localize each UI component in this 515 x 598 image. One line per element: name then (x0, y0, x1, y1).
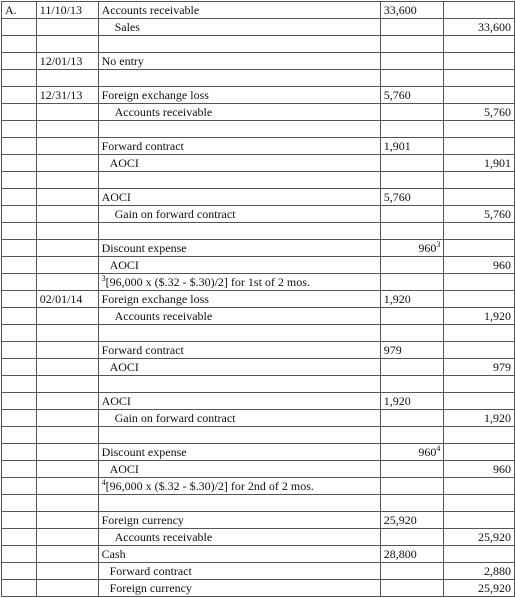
journal-row (2, 342, 515, 359)
account-description (98, 308, 380, 325)
credit-amount (444, 376, 515, 393)
footnote-marker: 4 (436, 444, 441, 453)
credit-amount (444, 427, 515, 444)
entry-date (36, 461, 98, 478)
account-description (98, 155, 380, 172)
debit-amount-text: 960 (418, 445, 437, 459)
entry-date (36, 2, 98, 19)
account-description (98, 529, 380, 546)
debit-amount (380, 444, 444, 461)
account-description-text: Accounts receivable (114, 530, 213, 544)
journal-row (2, 155, 515, 172)
footnote-marker: 4 (101, 478, 106, 487)
row-label (2, 53, 37, 70)
entry-date (36, 393, 98, 410)
account-description (98, 53, 380, 70)
credit-amount (444, 87, 515, 104)
credit-amount (444, 206, 515, 223)
account-description (98, 512, 380, 529)
entry-date (36, 104, 98, 121)
entry-date (36, 53, 98, 70)
account-description (98, 138, 380, 155)
row-label (2, 580, 37, 597)
debit-amount-text: 5,760 (383, 88, 411, 102)
credit-amount (444, 2, 515, 19)
account-description (98, 580, 380, 597)
journal-body (2, 2, 515, 597)
row-label (2, 410, 37, 427)
row-label-text: A. (5, 3, 17, 17)
credit-amount-text: 25,920 (478, 530, 511, 544)
account-description (98, 461, 380, 478)
credit-amount (444, 478, 515, 495)
entry-date (36, 376, 98, 393)
account-description (98, 291, 380, 308)
credit-amount (444, 495, 515, 512)
row-label (2, 376, 37, 393)
row-label (2, 223, 37, 240)
account-description-text: Foreign currency (109, 581, 192, 595)
debit-amount (380, 53, 444, 70)
entry-date-text: 11/10/13 (39, 3, 82, 17)
row-label (2, 461, 37, 478)
credit-amount-text: 5,760 (484, 105, 511, 119)
debit-amount (380, 461, 444, 478)
journal-row (2, 257, 515, 274)
journal-row (2, 495, 515, 512)
row-label (2, 393, 37, 410)
journal-row (2, 478, 515, 495)
account-description-text: Foreign exchange loss (101, 88, 209, 102)
debit-amount (380, 155, 444, 172)
debit-amount (380, 70, 444, 87)
journal-row (2, 121, 515, 138)
entry-date (36, 580, 98, 597)
account-description-text: Gain on forward contract (114, 411, 236, 425)
account-description (98, 546, 380, 563)
account-description (98, 19, 380, 36)
entry-date (36, 189, 98, 206)
journal-row (2, 461, 515, 478)
credit-amount (444, 512, 515, 529)
entry-date (36, 240, 98, 257)
debit-amount (380, 393, 444, 410)
row-label (2, 495, 37, 512)
account-description-text: AOCI (101, 394, 131, 408)
account-description-text: Forward contract (101, 343, 184, 357)
journal-row (2, 87, 515, 104)
journal-row (2, 410, 515, 427)
entry-date (36, 206, 98, 223)
account-description (98, 87, 380, 104)
debit-amount (380, 478, 444, 495)
credit-amount-text: 25,920 (478, 581, 511, 595)
credit-amount (444, 155, 515, 172)
account-description-text: Foreign exchange loss (101, 292, 209, 306)
journal-row (2, 546, 515, 563)
debit-amount-text: 28,800 (383, 547, 417, 561)
debit-amount (380, 206, 444, 223)
entry-date (36, 427, 98, 444)
credit-amount (444, 461, 515, 478)
debit-amount (380, 546, 444, 563)
entry-date (36, 121, 98, 138)
credit-amount-text: 5,760 (484, 207, 511, 221)
debit-amount (380, 19, 444, 36)
debit-amount (380, 223, 444, 240)
row-label (2, 512, 37, 529)
credit-amount (444, 563, 515, 580)
entry-date (36, 87, 98, 104)
row-label (2, 104, 37, 121)
entry-date (36, 495, 98, 512)
credit-amount-text: 979 (493, 360, 511, 374)
entry-date (36, 546, 98, 563)
account-description-text: Accounts receivable (101, 3, 200, 17)
row-label (2, 19, 37, 36)
entry-date-text: 12/31/13 (39, 88, 83, 102)
account-description (98, 121, 380, 138)
row-label (2, 274, 37, 291)
credit-amount (444, 121, 515, 138)
account-description-text: AOCI (109, 462, 139, 476)
account-description (98, 376, 380, 393)
row-label (2, 427, 37, 444)
journal-row (2, 138, 515, 155)
account-description (98, 2, 380, 19)
entry-date (36, 274, 98, 291)
credit-amount (444, 36, 515, 53)
debit-amount (380, 495, 444, 512)
account-description (98, 104, 380, 121)
account-description-text: AOCI (109, 156, 139, 170)
row-label (2, 359, 37, 376)
journal-row (2, 189, 515, 206)
account-description-text: Discount expense (101, 241, 187, 255)
account-description (98, 393, 380, 410)
account-description (98, 36, 380, 53)
journal-row (2, 563, 515, 580)
credit-amount (444, 257, 515, 274)
journal-row (2, 444, 515, 461)
account-description (98, 563, 380, 580)
entry-date (36, 325, 98, 342)
credit-amount (444, 342, 515, 359)
journal-row (2, 580, 515, 597)
row-label (2, 308, 37, 325)
account-description (98, 70, 380, 87)
debit-amount (380, 342, 444, 359)
row-label (2, 189, 37, 206)
entry-date (36, 342, 98, 359)
row-label (2, 444, 37, 461)
journal-row (2, 359, 515, 376)
credit-amount (444, 580, 515, 597)
account-description-text: Accounts receivable (114, 105, 213, 119)
debit-amount (380, 325, 444, 342)
account-description-text: AOCI (109, 258, 139, 272)
row-label (2, 138, 37, 155)
account-description (98, 240, 380, 257)
credit-amount-text: 33,600 (478, 20, 511, 34)
debit-amount (380, 172, 444, 189)
credit-amount-text: 1,920 (484, 411, 511, 425)
credit-amount (444, 138, 515, 155)
journal-row (2, 53, 515, 70)
journal-row (2, 2, 515, 19)
credit-amount (444, 546, 515, 563)
credit-amount (444, 393, 515, 410)
journal-row (2, 206, 515, 223)
account-description-text: Forward contract (101, 139, 184, 153)
debit-amount-text: 1,901 (383, 139, 411, 153)
journal-row (2, 529, 515, 546)
entry-date (36, 172, 98, 189)
entry-date (36, 223, 98, 240)
journal-row (2, 393, 515, 410)
account-description (98, 410, 380, 427)
journal-row (2, 274, 515, 291)
journal-row (2, 308, 515, 325)
debit-amount (380, 138, 444, 155)
credit-amount (444, 359, 515, 376)
entry-date (36, 444, 98, 461)
debit-amount-text: 5,760 (383, 190, 411, 204)
entry-date (36, 359, 98, 376)
row-label (2, 206, 37, 223)
credit-amount (444, 274, 515, 291)
debit-amount (380, 563, 444, 580)
row-label (2, 155, 37, 172)
debit-amount (380, 376, 444, 393)
entry-date (36, 36, 98, 53)
journal-row (2, 172, 515, 189)
account-description (98, 359, 380, 376)
credit-amount (444, 308, 515, 325)
row-label (2, 563, 37, 580)
account-description (98, 274, 380, 291)
credit-amount (444, 291, 515, 308)
account-description (98, 478, 380, 495)
credit-amount (444, 223, 515, 240)
credit-amount-text: 1,920 (484, 309, 511, 323)
account-description-text: Cash (101, 547, 126, 561)
account-description (98, 325, 380, 342)
credit-amount (444, 240, 515, 257)
credit-amount-text: 960 (493, 258, 511, 272)
account-description (98, 172, 380, 189)
entry-date (36, 410, 98, 427)
journal-row (2, 36, 515, 53)
row-label (2, 342, 37, 359)
entry-date (36, 138, 98, 155)
footnote-marker: 3 (436, 240, 441, 249)
credit-amount (444, 53, 515, 70)
debit-amount (380, 308, 444, 325)
credit-amount (444, 325, 515, 342)
debit-amount (380, 529, 444, 546)
row-label (2, 240, 37, 257)
journal-row (2, 325, 515, 342)
debit-amount-text: 960 (418, 241, 437, 255)
journal-row (2, 427, 515, 444)
credit-amount-text: 2,880 (484, 564, 511, 578)
journal-row (2, 70, 515, 87)
debit-amount (380, 36, 444, 53)
debit-amount (380, 427, 444, 444)
journal-row (2, 19, 515, 36)
entry-date-text: 02/01/14 (39, 292, 83, 306)
credit-amount (444, 410, 515, 427)
row-label (2, 2, 37, 19)
entry-date (36, 478, 98, 495)
debit-amount (380, 274, 444, 291)
entry-date (36, 257, 98, 274)
debit-amount (380, 87, 444, 104)
account-description (98, 444, 380, 461)
journal-row (2, 512, 515, 529)
row-label (2, 546, 37, 563)
entry-date (36, 529, 98, 546)
debit-amount (380, 189, 444, 206)
account-description-text: Gain on forward contract (114, 207, 236, 221)
account-description-text: Accounts receivable (114, 309, 213, 323)
row-label (2, 478, 37, 495)
debit-amount (380, 104, 444, 121)
row-label (2, 70, 37, 87)
row-label (2, 87, 37, 104)
journal-row (2, 291, 515, 308)
credit-amount (444, 19, 515, 36)
entry-date-text: 12/01/13 (39, 54, 83, 68)
entry-date (36, 19, 98, 36)
account-description-text: No entry (101, 54, 144, 68)
entry-date (36, 512, 98, 529)
row-label (2, 36, 37, 53)
credit-amount-text: 960 (493, 462, 511, 476)
account-description (98, 257, 380, 274)
account-description-text: AOCI (109, 360, 139, 374)
row-label (2, 325, 37, 342)
account-description-text: Foreign currency (101, 513, 184, 527)
row-label (2, 291, 37, 308)
credit-amount (444, 70, 515, 87)
credit-amount (444, 104, 515, 121)
debit-amount (380, 121, 444, 138)
entry-date (36, 155, 98, 172)
debit-amount (380, 512, 444, 529)
debit-amount (380, 240, 444, 257)
row-label (2, 257, 37, 274)
debit-amount-text: 25,920 (383, 513, 417, 527)
credit-amount (444, 189, 515, 206)
debit-amount (380, 410, 444, 427)
entry-date (36, 563, 98, 580)
journal-row (2, 240, 515, 257)
credit-amount (444, 529, 515, 546)
row-label (2, 529, 37, 546)
account-description (98, 427, 380, 444)
account-description (98, 342, 380, 359)
journal-row (2, 376, 515, 393)
journal-row (2, 104, 515, 121)
credit-amount-text: 1,901 (484, 156, 511, 170)
credit-amount (444, 172, 515, 189)
journal-entries-table (1, 1, 515, 597)
debit-amount-text: 1,920 (383, 292, 411, 306)
account-description-text: [96,000 x ($.32 - $.30)/2] for 1st of 2 mos. (105, 275, 310, 289)
account-description (98, 206, 380, 223)
account-description (98, 495, 380, 512)
row-label (2, 172, 37, 189)
entry-date (36, 70, 98, 87)
credit-amount (444, 444, 515, 461)
account-description (98, 189, 380, 206)
account-description-text: AOCI (101, 190, 131, 204)
row-label (2, 121, 37, 138)
debit-amount (380, 580, 444, 597)
entry-date (36, 291, 98, 308)
footnote-marker: 3 (101, 274, 106, 283)
account-description-text: Discount expense (101, 445, 187, 459)
account-description-text: Sales (114, 20, 140, 34)
debit-amount (380, 291, 444, 308)
debit-amount-text: 1,920 (383, 394, 411, 408)
entry-date (36, 308, 98, 325)
debit-amount (380, 257, 444, 274)
journal-row (2, 223, 515, 240)
account-description (98, 223, 380, 240)
debit-amount-text: 33,600 (383, 3, 417, 17)
account-description-text: Forward contract (109, 564, 192, 578)
debit-amount-text: 979 (383, 343, 402, 357)
debit-amount (380, 359, 444, 376)
debit-amount (380, 2, 444, 19)
account-description-text: [96,000 x ($.32 - $.30)/2] for 2nd of 2 mos. (105, 479, 314, 493)
